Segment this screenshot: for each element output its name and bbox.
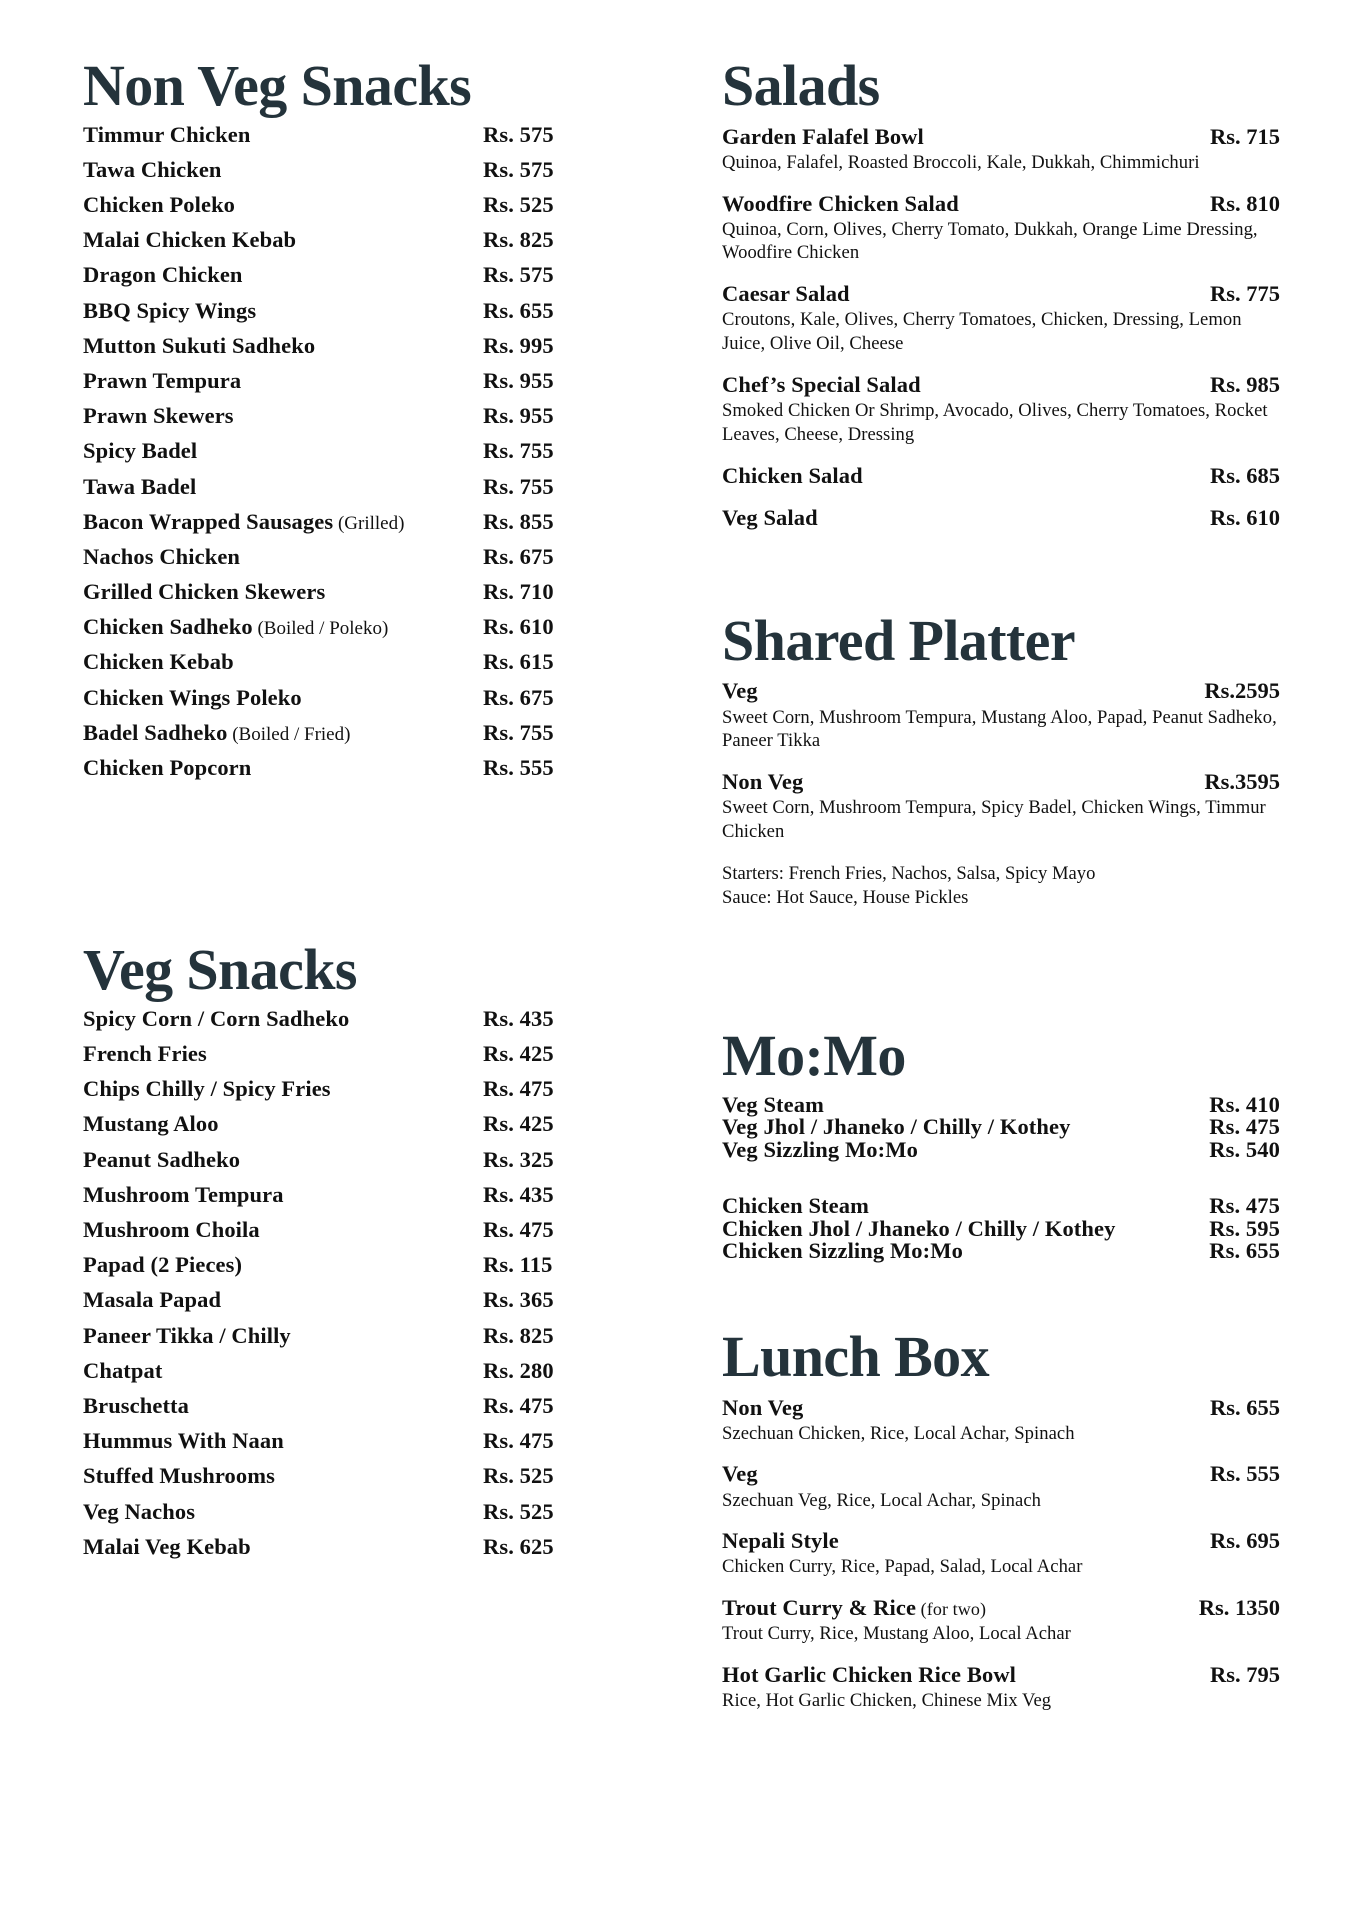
menu-item-name: Nachos Chicken	[83, 543, 241, 569]
item-list-momo-chicken	[722, 1195, 1280, 1263]
menu-item-name: Chicken Jhol / Jhaneko / Chilly / Kothey	[722, 1215, 1116, 1241]
menu-item-row	[83, 581, 603, 616]
menu-item-row	[722, 1461, 1280, 1487]
menu-item-block	[722, 678, 1280, 753]
menu-item-row	[83, 684, 603, 722]
menu-item-row	[83, 1146, 603, 1184]
menu-item-row	[83, 297, 603, 335]
menu-item-row	[83, 1465, 603, 1500]
menu-item-name: Chicken Wings Poleko	[83, 684, 302, 710]
menu-item-price: Rs. 555	[1209, 1461, 1280, 1487]
menu-item-block	[722, 769, 1280, 844]
menu-item-name: Chicken Kebab	[83, 649, 234, 675]
menu-item-price: Rs. 1350	[1198, 1595, 1280, 1621]
menu-item-price: Rs. 855	[483, 508, 554, 534]
menu-item-name: Mushroom Tempura	[83, 1181, 284, 1207]
menu-item-row	[722, 1395, 1280, 1421]
menu-item-row	[83, 757, 603, 792]
section-title-salads: Salads	[722, 53, 880, 118]
menu-item-price: Rs. 615	[483, 649, 554, 675]
menu-item-block	[722, 124, 1280, 175]
menu-item-name: French Fries	[83, 1041, 207, 1067]
menu-item-name: Veg Salad	[722, 504, 818, 530]
menu-item-name: Non Veg	[722, 769, 804, 795]
section-title-shared-platter: Shared Platter	[722, 607, 1075, 673]
menu-item-block	[722, 1528, 1280, 1579]
menu-item-block	[722, 463, 1280, 489]
menu-item-name: Spicy Badel	[83, 438, 198, 464]
section-title-lunch-box: Lunch Box	[722, 1323, 989, 1389]
menu-item-row	[83, 1005, 603, 1043]
menu-item-price: Rs. 365	[483, 1287, 554, 1313]
menu-item-name: Prawn Skewers	[83, 403, 234, 429]
menu-item-block	[722, 281, 1280, 356]
menu-item-name: Chicken Popcorn	[83, 755, 252, 781]
menu-item-name: Chips Chilly / Spicy Fries	[83, 1076, 331, 1102]
menu-item-row	[83, 264, 603, 299]
menu-item-row	[83, 1254, 603, 1289]
menu-item-note: (Grilled)	[333, 512, 405, 534]
menu-item-name: Hot Garlic Chicken Rice Bowl	[722, 1662, 1017, 1688]
menu-item-row	[83, 508, 603, 546]
menu-item-price: Rs. 325	[483, 1146, 554, 1172]
menu-item-price: Rs. 475	[483, 1392, 554, 1418]
menu-item-price: Rs. 955	[483, 367, 554, 393]
menu-item-name: Malai Veg Kebab	[83, 1533, 251, 1559]
momo-group-spacer	[722, 1161, 1280, 1195]
menu-item-block	[722, 191, 1280, 266]
menu-item-name: Woodfire Chicken Salad	[722, 190, 959, 216]
menu-item-row	[83, 1430, 603, 1465]
menu-item-description: Croutons, Kale, Olives, Cherry Tomatoes, Chicken, Dressing, Lemon Juice, Olive Oil, Cheese	[722, 309, 1242, 355]
menu-item-row	[722, 1136, 1280, 1162]
menu-item-row	[722, 1528, 1280, 1554]
menu-item-price: Rs. 715	[1209, 123, 1280, 149]
menu-item-name: Trout Curry & Rice (for two)	[722, 1595, 987, 1621]
menu-item-note: (for two)	[916, 1599, 987, 1620]
menu-item-block	[722, 1595, 1280, 1646]
menu-item-note: (Boiled / Poleko)	[252, 618, 389, 640]
menu-item-row	[722, 372, 1280, 398]
menu-item-row	[83, 1181, 603, 1219]
menu-item-row	[83, 156, 603, 194]
menu-item-row	[83, 332, 603, 370]
menu-item-price: Rs. 675	[483, 543, 554, 569]
section-salads	[722, 53, 1280, 531]
section-shared-platter	[722, 607, 1280, 910]
menu-item-price: Rs. 825	[483, 1322, 554, 1348]
menu-item-block	[722, 1461, 1280, 1512]
menu-item-row	[722, 678, 1280, 704]
menu-item-price: Rs. 595	[1209, 1215, 1280, 1241]
menu-item-price: Rs. 625	[483, 1533, 554, 1559]
menu-item-price: Rs. 435	[483, 1181, 554, 1207]
menu-item-price: Rs. 985	[1209, 371, 1280, 397]
menu-item-row	[722, 1595, 1280, 1621]
menu-item-name: Non Veg	[722, 1394, 804, 1420]
menu-item-price: Rs. 540	[1209, 1136, 1280, 1162]
menu-item-price: Rs. 610	[1209, 504, 1280, 530]
menu-item-row	[722, 191, 1280, 217]
menu-item-row	[722, 124, 1280, 150]
menu-item-name: Bacon Wrapped Sausages (Grilled)	[83, 508, 405, 534]
menu-item-description: Sweet Corn, Mushroom Tempura, Spicy Badel, Chicken Wings, Timmur Chicken	[722, 797, 1266, 843]
menu-item-row	[83, 1289, 603, 1324]
menu-item-name: Caesar Salad	[722, 281, 850, 307]
menu-item-price: Rs.2595	[1204, 678, 1280, 704]
menu-item-name: Masala Papad	[83, 1287, 222, 1313]
menu-item-name: Mustang Aloo	[83, 1111, 219, 1137]
menu-item-price: Rs. 115	[483, 1252, 553, 1278]
menu-item-row	[83, 1219, 603, 1254]
menu-item-name: Stuffed Mushrooms	[83, 1463, 275, 1489]
menu-item-row	[722, 1195, 1280, 1218]
item-list-shared-platter	[722, 678, 1280, 843]
menu-item-block	[722, 1662, 1280, 1713]
menu-item-name: Chicken Poleko	[83, 192, 236, 218]
menu-item-block	[722, 1395, 1280, 1446]
menu-item-price: Rs. 475	[1209, 1114, 1280, 1140]
menu-item-price: Rs. 655	[483, 297, 554, 323]
footnote-line: Starters: French Fries, Nachos, Salsa, Spicy Mayo	[722, 862, 1096, 884]
menu-item-row	[722, 505, 1280, 531]
menu-item-price: Rs. 825	[483, 227, 554, 253]
menu-item-price: Rs. 995	[483, 332, 554, 358]
menu-item-price: Rs. 410	[1209, 1091, 1280, 1117]
menu-item-name: Chatpat	[83, 1357, 163, 1383]
menu-item-name: Veg Jhol / Jhaneko / Chilly / Kothey	[722, 1114, 1071, 1140]
menu-item-row	[722, 1240, 1280, 1263]
menu-item-name: Chicken Sadheko (Boiled / Poleko)	[83, 614, 389, 640]
menu-item-row	[722, 1662, 1280, 1688]
menu-item-price: Rs. 675	[483, 684, 554, 710]
menu-item-description: Sweet Corn, Mushroom Tempura, Mustang Aloo, Papad, Peanut Sadheko, Paneer Tikka	[722, 706, 1277, 752]
menu-item-name: Tawa Badel	[83, 473, 197, 499]
menu-item-name: Timmur Chicken	[83, 121, 251, 147]
section-non-veg-snacks	[83, 53, 603, 792]
menu-item-price: Rs. 685	[1209, 462, 1280, 488]
menu-item-row	[83, 367, 603, 405]
menu-column-left	[83, 53, 643, 1920]
menu-item-row	[83, 1533, 603, 1571]
section-title-momo: Mo:Mo	[722, 1023, 906, 1089]
menu-item-row	[83, 121, 603, 159]
menu-item-name: Prawn Tempura	[83, 367, 242, 393]
section-title-non-veg-snacks: Non Veg Snacks	[83, 53, 472, 118]
menu-item-price: Rs. 755	[483, 473, 554, 499]
menu-item-price: Rs. 775	[1209, 281, 1280, 307]
menu-item-price: Rs. 610	[483, 614, 554, 640]
menu-item-name: Veg Nachos	[83, 1498, 196, 1524]
menu-item-row	[83, 1043, 603, 1078]
menu-item-name: Badel Sadheko (Boiled / Fried)	[83, 719, 351, 745]
menu-item-price: Rs. 710	[483, 579, 554, 605]
menu-item-description: Quinoa, Falafel, Roasted Broccoli, Kale, Dukkah, Chimmichuri	[722, 151, 1200, 173]
menu-item-note: (Boiled / Fried)	[227, 723, 351, 745]
item-list-non-veg-snacks	[83, 121, 603, 793]
menu-item-price: Rs. 795	[1209, 1662, 1280, 1688]
menu-item-row	[83, 651, 603, 686]
menu-item-price: Rs. 425	[483, 1111, 554, 1137]
menu-item-name: Paneer Tikka / Chilly	[83, 1322, 291, 1348]
menu-item-price: Rs. 655	[1209, 1394, 1280, 1420]
menu-item-price: Rs. 555	[483, 755, 554, 781]
menu-item-name: Spicy Corn / Corn Sadheko	[83, 1005, 350, 1031]
menu-item-price: Rs. 475	[1209, 1193, 1280, 1219]
menu-item-price: Rs. 425	[483, 1041, 554, 1067]
menu-item-description: Quinoa, Corn, Olives, Cherry Tomato, Dukkah, Orange Lime Dressing, Woodfire Chicken	[722, 218, 1258, 264]
section-lunch-box	[722, 1323, 1280, 1713]
menu-item-row	[83, 405, 603, 440]
menu-item-name: Chicken Steam	[722, 1193, 869, 1219]
menu-item-row	[722, 1091, 1280, 1117]
menu-item-name: BBQ Spicy Wings	[83, 297, 257, 323]
menu-item-price: Rs. 810	[1209, 190, 1280, 216]
menu-item-name: Tawa Chicken	[83, 156, 222, 182]
menu-item-row	[83, 194, 603, 229]
menu-item-name: Chicken Salad	[722, 462, 863, 488]
item-list-lunch-box	[722, 1395, 1280, 1713]
menu-item-row	[722, 769, 1280, 795]
menu-item-price: Rs. 280	[483, 1357, 554, 1383]
menu-item-name: Chef’s Special Salad	[722, 371, 921, 397]
menu-item-name: Veg	[722, 1461, 758, 1487]
menu-item-block	[722, 505, 1280, 531]
menu-item-row	[83, 1498, 603, 1536]
menu-item-name: Veg Sizzling Mo:Mo	[722, 1136, 918, 1162]
menu-item-name: Veg Steam	[722, 1091, 824, 1117]
shared-platter-footnotes	[722, 862, 1280, 910]
menu-item-description: Szechuan Chicken, Rice, Local Achar, Spinach	[722, 1422, 1075, 1444]
menu-item-row	[83, 1078, 603, 1113]
menu-item-price: Rs. 475	[483, 1076, 554, 1102]
footnote-line: Sauce: Hot Sauce, House Pickles	[722, 887, 969, 909]
menu-item-row	[722, 1215, 1280, 1241]
menu-item-row	[722, 281, 1280, 307]
item-list-momo-veg	[722, 1091, 1280, 1162]
item-list-salads	[722, 124, 1280, 531]
section-veg-snacks	[83, 937, 603, 1571]
column-spacer	[83, 792, 603, 942]
menu-item-price: Rs. 525	[483, 1498, 554, 1524]
menu-item-price: Rs. 575	[483, 262, 554, 288]
menu-item-price: Rs. 525	[483, 192, 554, 218]
menu-item-description: Szechuan Veg, Rice, Local Achar, Spinach	[722, 1489, 1041, 1511]
section-title-veg-snacks: Veg Snacks	[83, 937, 357, 1003]
menu-item-row	[83, 1392, 603, 1430]
menu-item-price: Rs. 955	[483, 403, 554, 429]
menu-item-name: Chicken Sizzling Mo:Mo	[722, 1238, 963, 1264]
section-momo	[722, 1023, 1280, 1264]
menu-item-price: Rs. 755	[483, 719, 554, 745]
menu-item-row	[83, 1322, 603, 1360]
menu-item-block	[722, 372, 1280, 447]
menu-item-name: Mushroom Choila	[83, 1217, 260, 1243]
menu-item-price: Rs. 575	[483, 156, 554, 182]
menu-item-price: Rs. 525	[483, 1463, 554, 1489]
menu-item-row	[722, 1116, 1280, 1139]
menu-item-row	[83, 440, 603, 475]
menu-item-name: Peanut Sadheko	[83, 1146, 241, 1172]
menu-item-name: Dragon Chicken	[83, 262, 243, 288]
menu-item-price: Rs. 655	[1209, 1238, 1280, 1264]
column-spacer	[722, 1263, 1280, 1329]
menu-item-row	[83, 719, 603, 757]
menu-item-name: Veg	[722, 678, 758, 704]
column-spacer	[722, 547, 1280, 613]
menu-item-name: Nepali Style	[722, 1528, 839, 1554]
menu-item-name: Bruschetta	[83, 1392, 189, 1418]
column-spacer	[722, 910, 1280, 1028]
menu-item-row	[83, 1113, 603, 1148]
menu-item-name: Mutton Sukuti Sadheko	[83, 332, 316, 358]
menu-item-row	[83, 229, 603, 264]
menu-item-name: Papad (2 Pieces)	[83, 1252, 243, 1278]
menu-item-description: Chicken Curry, Rice, Papad, Salad, Local Achar	[722, 1556, 1083, 1578]
menu-item-price: Rs. 695	[1209, 1528, 1280, 1554]
menu-item-price: Rs. 575	[483, 121, 554, 147]
menu-item-description: Trout Curry, Rice, Mustang Aloo, Local Achar	[722, 1623, 1071, 1645]
menu-item-description: Rice, Hot Garlic Chicken, Chinese Mix Veg	[722, 1690, 1052, 1712]
menu-item-price: Rs. 435	[483, 1005, 554, 1031]
menu-item-row	[83, 543, 603, 581]
menu-item-price: Rs. 475	[483, 1217, 554, 1243]
menu-item-name: Grilled Chicken Skewers	[83, 579, 326, 605]
menu-item-row	[83, 1357, 603, 1395]
menu-item-description: Smoked Chicken Or Shrimp, Avocado, Olives, Cherry Tomatoes, Rocket Leaves, Cheese, Dressing	[722, 400, 1268, 445]
item-list-veg-snacks	[83, 1005, 603, 1571]
menu-item-name: Garden Falafel Bowl	[722, 123, 924, 149]
menu-item-row	[722, 463, 1280, 489]
menu-item-row	[83, 616, 603, 651]
menu-column-right	[643, 53, 1280, 1920]
menu-item-price: Rs.3595	[1204, 769, 1280, 795]
menu-item-name: Hummus With Naan	[83, 1428, 284, 1454]
menu-item-row	[83, 473, 603, 511]
menu-item-name: Malai Chicken Kebab	[83, 227, 297, 253]
menu-item-price: Rs. 475	[483, 1428, 554, 1454]
menu-item-price: Rs. 755	[483, 438, 554, 464]
